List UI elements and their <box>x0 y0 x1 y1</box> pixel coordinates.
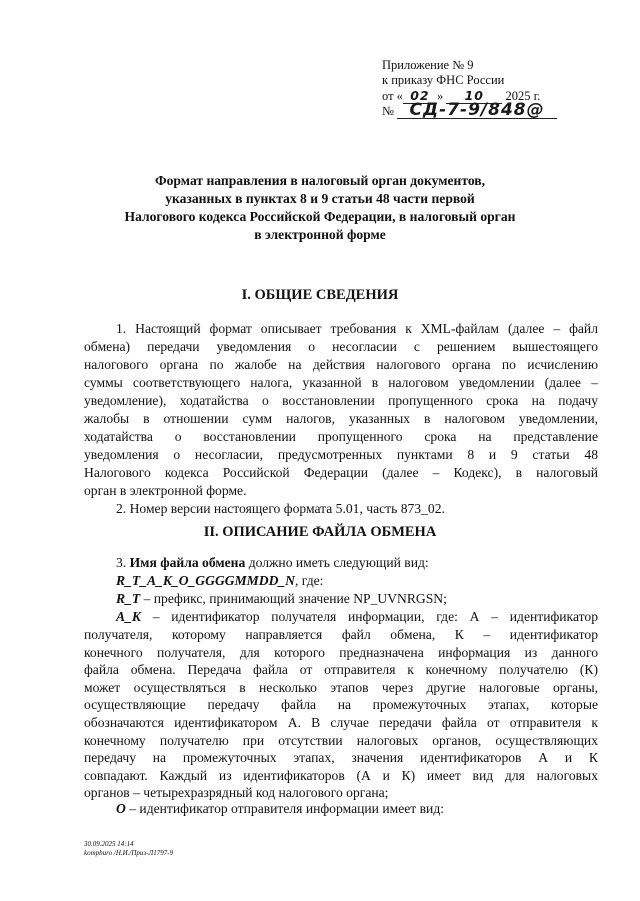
title-line: Налогового кодекса Российской Федерации, в налоговый орган <box>124 209 516 224</box>
o-definition: O – идентификатор отправителя информации имеет вид: <box>116 801 445 816</box>
ak-definition-line: конечному получателю при отсутствии налоговых органов, осуществляющих <box>84 732 598 748</box>
section1-line: Налогового кодекса Российской Федерации (далее – Кодекс), в налоговый <box>84 465 598 480</box>
ak-definition-line: осуществляющие передачу файла на промежуточных этапах, которые <box>84 697 598 713</box>
annex-date-year: 2025 г. <box>505 89 541 103</box>
ak-definition-line: получателя, которому направляется файл обмена, К – идентификатор <box>84 627 598 642</box>
footer-timestamp: 30.09.2025 14:14 <box>84 840 134 848</box>
ak-definition-line: обозначаются идентификатором А. В случае передачи файла от отправителя к <box>84 715 598 730</box>
section1-line: 1. Настоящий формат описывает требования к XML-файлам (далее – файл <box>116 321 598 336</box>
title-line: Формат направления в налоговый орган документов, <box>154 173 486 188</box>
section1-line: орган в электронной форме. <box>84 483 247 498</box>
ak-definition-line: может осуществляться в несколько этапов через другие налоговые органы, <box>84 679 598 695</box>
annex-date-day: 02 <box>403 88 437 104</box>
section1-line: обмена) передачи уведомления о несогласии с решением вышестоящего <box>84 339 598 354</box>
section1-line: жалобы в отношении сумм налогов, указанных в налоговом уведомлении, <box>84 411 598 426</box>
annex-line1: Приложение № 9 <box>382 58 474 72</box>
annex-number-value: СД-7-9/848@ <box>397 103 557 119</box>
section1-line: 2. Номер версии настоящего формата 5.01, часть 873_02. <box>116 501 445 516</box>
section1-heading: I. ОБЩИЕ СВЕДЕНИЯ <box>241 287 399 303</box>
ak-definition-line: файла обмена. Передача файла от отправителя к конечному получателю (К) <box>84 662 598 678</box>
title-line: в электронной форме <box>254 227 386 242</box>
rt-definition: R_T – префикс, принимающий значение NP_UVNRGSN; <box>116 591 447 606</box>
section1-line: налогового органа по жалобе на действия налогового органа по исчислению <box>84 357 598 372</box>
annex-block <box>382 58 622 118</box>
ak-definition-line: совпадают. Каждый из идентификаторов (А и К) имеет вид для налоговых <box>84 767 598 783</box>
annex-line2: к приказу ФНС России <box>382 73 505 87</box>
section1-line: уведомления о несогласии, предусмотренных пунктами 8 и 9 статьи 48 <box>84 447 598 462</box>
section1-line: уведомление), ходатайства о восстановлении пропущенного срока на подачу <box>84 393 598 408</box>
ak-definition-first: A_K – идентификатор получателя информации, где: А – идентификатор <box>116 609 598 624</box>
footer-code: kompburo /Н.И./Приз-Л1797-9 <box>84 849 174 857</box>
title-line: указанных в пунктах 8 и 9 статьи 48 части первой <box>165 191 475 206</box>
ak-definition-line: органов – четырехразрядный код налогового органа; <box>84 785 389 801</box>
section1-line: суммы соответствующего налога, указанной в налоговом уведомлении (далее – <box>84 375 598 390</box>
document-title <box>100 172 540 244</box>
section2-heading: II. ОПИСАНИЕ ФАЙЛА ОБМЕНА <box>203 524 437 540</box>
annex-date: от « 02 » 10 2025 г. <box>382 88 541 103</box>
file-name-pattern: R_T_A_K_O_GGGGMMDD_N, где: <box>116 573 324 588</box>
annex-date-month: 10 <box>446 88 502 104</box>
annex-number: № СД-7-9/848@ <box>382 103 622 118</box>
section1-line: ходатайства о восстановлении пропущенного срока на представление <box>84 429 598 444</box>
ak-definition-line: передачу на промежуточных этапах, значения идентификаторов А и К <box>84 750 598 766</box>
paragraph-3-intro: 3. Имя файла обмена должно иметь следующий вид: <box>116 555 429 570</box>
ak-definition-line: конечного получателя, для которого предназначена информация из данного <box>84 644 598 660</box>
